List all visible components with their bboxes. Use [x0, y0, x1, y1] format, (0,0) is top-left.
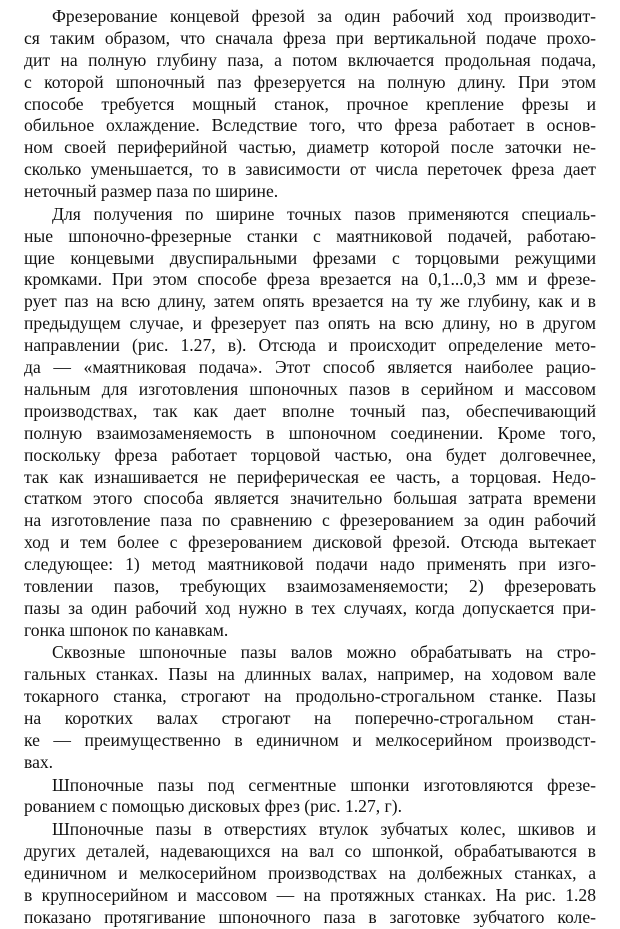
text-line: товлении пазов, требующих взаимозаменяемости; 2) фрезеровать — [24, 575, 596, 596]
paragraph — [24, 642, 596, 773]
text-line: вах. — [24, 751, 54, 772]
text-line: других деталей, надевающихся на вал со шпонкой, обрабатываются в — [24, 841, 596, 862]
text-line: показано протягивание шпоночного паза в заготовке зубчатого коле- — [24, 906, 596, 927]
text-line: предыдущем случае, и фрезерует паз опять на всю длину, но в другом — [24, 313, 596, 334]
text-line: неточный размер паза по ширине. — [24, 181, 279, 202]
text-line: щие концевыми двуспиральными фрезами с торцовыми режущими — [24, 247, 596, 268]
text-line: полную взаимозаменяемость в шпоночном соединении. Кроме того, — [24, 422, 596, 443]
text-line: да — «маятниковая подача». Этот способ является наиболее рацио- — [24, 357, 596, 378]
text-line: на коротких валах строгают на поперечно-строгальном стан- — [24, 708, 596, 729]
paragraph — [24, 819, 596, 928]
text-line: ход и тем более с фрезерованием дисковой фрезой. Отсюда вытекает — [24, 532, 596, 553]
text-line: ном своей периферийной частью, диаметр которой после заточки не- — [24, 137, 596, 158]
text-line: в крупносерийном и массовом — на протяжных станках. На рис. 1.28 — [24, 884, 596, 905]
text-line: ные шпоночно-фрезерные станки с маятниковой подачей, работаю- — [24, 225, 596, 246]
document-page — [24, 6, 596, 929]
text-line: Сквозные шпоночные пазы валов можно обрабатывать на стро- — [52, 642, 596, 663]
text-line: Для получения по ширине точных пазов применяются специаль- — [52, 203, 596, 224]
text-line: статком этого способа является значительно большая затрата времени — [24, 488, 596, 509]
text-line: производствах, так как дает вполне точный паз, обеспечивающий — [24, 400, 596, 421]
text-line: нальным для изготовления шпоночных пазов в серийном и массовом — [24, 378, 596, 399]
paragraph — [24, 204, 596, 642]
text-line: пазы за один рабочий ход нужно в тех случаях, когда допускается при- — [24, 597, 596, 618]
text-line: кромками. При этом способе фреза врезается на 0,1...0,3 мм и фрезе- — [24, 269, 596, 290]
text-line: с которой шпоночный паз фрезеруется на полную длину. При этом — [24, 71, 596, 92]
text-line: рованием с помощью дисковых фрез (рис. 1.27, г). — [24, 796, 403, 817]
text-line: так как изнашивается не периферическая ее часть, а торцовая. Недо- — [24, 466, 596, 487]
text-line: гонка шпонок по канавкам. — [24, 619, 229, 640]
paragraph — [24, 775, 596, 819]
text-line: рует паз на всю длину, затем опять врезается на ту же глубину, как и в — [24, 291, 596, 312]
text-line: токарного станка, строгают на продольно-строгальном станке. Пазы — [24, 686, 596, 707]
text-line: следующее: 1) метод маятниковой подачи надо применять при изго- — [24, 554, 596, 575]
text-line: обильное охлаждение. Вследствие того, что фреза работает в основ- — [24, 115, 596, 136]
text-line: сколько уменьшается, то в зависимости от числа переточек фреза дает — [24, 159, 596, 180]
text-line: способе требуется мощный станок, прочное крепление фрезы и — [24, 93, 596, 114]
text-line: единичном и мелкосерийном производствах на долбежных станках, а — [24, 862, 596, 883]
text-line: гальных станках. Пазы на длинных валах, например, на ходовом вале — [24, 664, 596, 685]
text-line: Шпоночные пазы под сегментные шпонки изготовляются фрезе- — [52, 774, 596, 795]
text-line: ся таким образом, что сначала фреза при вертикальной подаче прохо- — [24, 27, 596, 48]
paragraph — [24, 6, 596, 203]
text-line: Шпоночные пазы в отверстиях втулок зубчатых колес, шкивов и — [52, 819, 596, 840]
text-line: дит на полную глубину паза, а потом включается продольная подача, — [24, 49, 596, 70]
text-line: направлении (рис. 1.27, в). Отсюда и происходит определение мето- — [24, 335, 596, 356]
text-line: поскольку фреза работает торцовой частью, она будет долговечнее, — [24, 444, 596, 465]
text-line: на изготовление паза по сравнению с фрезерованием за один рабочий — [24, 510, 596, 531]
text-line: Фрезерование концевой фрезой за один рабочий ход производит- — [52, 6, 596, 26]
text-line: ке — преимущественно в единичном и мелкосерийном производст- — [24, 729, 596, 750]
